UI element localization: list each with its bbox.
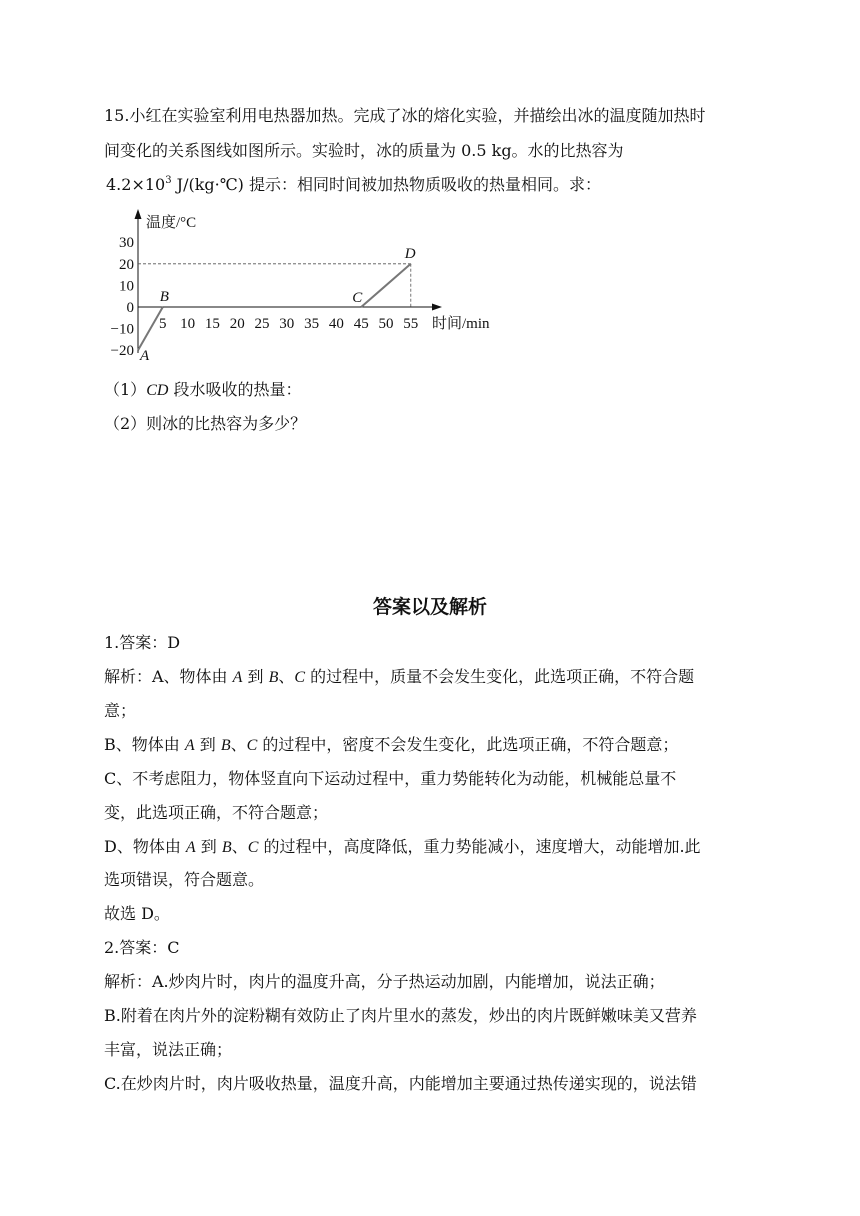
x-axis-title: 时间/min xyxy=(432,316,490,332)
point-label-d: D xyxy=(404,245,416,262)
x-tick-label: 5 xyxy=(159,316,167,332)
segment-cd-label: CD xyxy=(146,382,169,399)
answer-1-line-4: C、不考虑阻力，物体竖直向下运动过程中，重力势能转化为动能，机械能总量不 xyxy=(104,769,677,788)
question-line-3 xyxy=(106,175,601,195)
data-line-segment xyxy=(361,264,411,307)
y-tick-label: −20 xyxy=(110,343,134,360)
sub-question-1: （1）CD 段水吸收的热量： xyxy=(104,380,302,399)
answers-title: 答案以及解析 xyxy=(372,596,487,618)
x-tick-label: 55 xyxy=(403,316,419,332)
point-label-b: B xyxy=(159,289,169,305)
answer-2-line-2: B.附着在肉片外的淀粉糊有效防止了肉片里水的蒸发，炒出的肉片既鲜嫩味美又营养 xyxy=(104,1006,697,1025)
specific-heat-exponent: 3 xyxy=(165,175,172,186)
y-tick-label: 20 xyxy=(119,256,134,273)
y-tick-label: 0 xyxy=(126,300,134,316)
answer-1-label: 1.答案：D xyxy=(104,633,181,652)
x-tick-label: 50 xyxy=(378,316,394,332)
point-label-c: C xyxy=(352,290,363,306)
answer-2-line-4: C.在炒肉片时，肉片吸收热量，温度升高，内能增加主要通过热传递实现的，说法错 xyxy=(104,1074,697,1093)
y-tick-label: 10 xyxy=(119,278,134,295)
answer-1-line-6: D、物体由 A 到 B、C 的过程中，高度降低，重力势能减小，速度增大，动能增加.此 xyxy=(104,837,701,856)
temperature-time-chart xyxy=(100,205,520,365)
question-hint: J/(kg·℃) 提示：相同时间被加热物质吸收的热量相同。求： xyxy=(171,175,601,194)
answer-2-label: 2.答案：C xyxy=(104,938,180,957)
answer-2-line-1: 解析：A.炒肉片时，肉片的温度升高，分子热运动加剧，内能增加，说法正确； xyxy=(104,972,665,991)
point-label-a: A xyxy=(140,348,150,365)
x-tick-label: 30 xyxy=(279,316,295,332)
x-axis-arrow xyxy=(432,304,442,311)
answer-2-line-3: 丰富，说法正确； xyxy=(104,1040,233,1059)
answer-1-line-1: 解析：A、物体由 A 到 B、C 的过程中，质量不会发生变化，此选项正确，不符合题 xyxy=(104,667,695,686)
answer-1-line-7: 选项错误，符合题意。 xyxy=(104,870,265,889)
question-line-1: 15.小红在实验室利用电热器加热。完成了冰的熔化实验，并描绘出冰的温度随加热时 xyxy=(104,106,706,125)
y-axis-arrow xyxy=(135,209,142,219)
sub-question-2: （2）则冰的比热容为多少？ xyxy=(104,414,307,433)
answer-1-line-2: 意； xyxy=(104,701,137,720)
x-tick-label: 35 xyxy=(304,316,320,332)
x-tick-label: 20 xyxy=(229,316,245,332)
y-axis-title: 温度/°C xyxy=(146,215,197,231)
y-tick-label: 30 xyxy=(119,235,134,252)
answer-1-line-8: 故选 D。 xyxy=(104,904,170,923)
x-tick-label: 40 xyxy=(328,316,344,332)
answer-1-line-5: 变，此选项正确，不符合题意； xyxy=(104,803,329,822)
y-tick-label: −10 xyxy=(110,321,134,338)
specific-heat-mantissa: 4.2×10 xyxy=(106,175,166,194)
x-tick-label: 25 xyxy=(254,316,270,332)
x-tick-label: 15 xyxy=(204,316,220,332)
question-line-2: 间变化的关系图线如图所示。实验时，冰的质量为 0.5 kg。水的比热容为 xyxy=(104,141,624,160)
answer-1-line-3: B、物体由 A 到 B、C 的过程中，密度不会发生变化，此选项正确，不符合题意； xyxy=(104,735,679,754)
x-tick-label: 45 xyxy=(353,316,369,332)
x-tick-label: 10 xyxy=(180,316,196,332)
